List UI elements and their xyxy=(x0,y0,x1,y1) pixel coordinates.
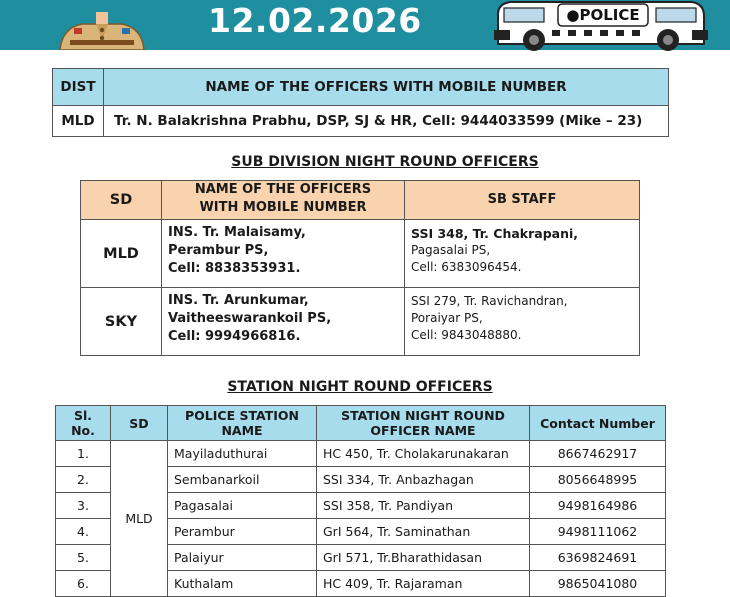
column-header-officer-line2: WITH MOBILE NUMBER xyxy=(199,200,367,215)
row-number: 5. xyxy=(56,545,111,571)
column-header-officer-line1: NAME OF THE OFFICERS xyxy=(194,182,372,197)
district-officer-table xyxy=(52,68,669,137)
subdivision-section-title: SUB DIVISION NIGHT ROUND OFFICERS xyxy=(231,154,539,170)
table-row xyxy=(81,288,640,356)
district-officer-name: Tr. N. Balakrishna Prabhu, DSP, SJ & HR, Cell: 9444033599 (Mike – 23) xyxy=(104,106,669,137)
column-header-station-line2: NAME xyxy=(221,423,263,438)
column-header-sb-staff: SB STAFF xyxy=(405,181,640,220)
officer-station: Perambur PS, xyxy=(168,243,269,258)
sb-staff-station: Poraiyar PS, xyxy=(411,311,483,325)
column-header-officer xyxy=(317,406,530,441)
police-officer-illustration xyxy=(52,0,152,50)
table-header-row xyxy=(81,181,640,220)
row-number: 6. xyxy=(56,571,111,597)
officer-name: INS. Tr. Malaisamy, xyxy=(168,225,306,240)
officer-name: INS. Tr. Arunkumar, xyxy=(168,293,309,308)
table-row xyxy=(56,441,666,467)
station-name: Sembanarkoil xyxy=(168,467,317,493)
column-header-officer: NAME OF THE OFFICERS WITH MOBILE NUMBER xyxy=(104,69,669,106)
column-header-sl-no xyxy=(56,406,111,441)
officer-station: Vaitheeswarankoil PS, xyxy=(168,311,332,326)
column-header-officer xyxy=(162,181,405,220)
sd-group-cell: MLD xyxy=(111,441,168,597)
officer-name: HC 450, Tr. Cholakarunakaran xyxy=(317,441,530,467)
column-header-sl-line2: No. xyxy=(71,423,95,438)
row-number: 4. xyxy=(56,519,111,545)
report-date: 12.02.2026 xyxy=(208,1,422,40)
column-header-station xyxy=(168,406,317,441)
sb-staff-cell: Cell: 6383096454. xyxy=(411,260,522,274)
officer-name: GrI 564, Tr. Saminathan xyxy=(317,519,530,545)
column-header-sd: SD xyxy=(111,406,168,441)
officer-name: GrI 571, Tr.Bharathidasan xyxy=(317,545,530,571)
contact-number: 8667462917 xyxy=(530,441,666,467)
station-name: Pagasalai xyxy=(168,493,317,519)
row-number: 2. xyxy=(56,467,111,493)
column-header-sl-line1: Sl. xyxy=(73,408,93,423)
officer-cell: Cell: 8838353931. xyxy=(168,261,301,276)
subdivision-code: MLD xyxy=(81,220,162,288)
contact-number: 6369824691 xyxy=(530,545,666,571)
subdivision-code: SKY xyxy=(81,288,162,356)
contact-number: 8056648995 xyxy=(530,467,666,493)
column-header-contact: Contact Number xyxy=(530,406,666,441)
table-row xyxy=(81,220,640,288)
column-header-sd: SD xyxy=(81,181,162,220)
station-name: Mayiladuthurai xyxy=(168,441,317,467)
column-header-officer-line2: OFFICER NAME xyxy=(370,423,476,438)
table-row xyxy=(53,106,669,137)
contact-number: 9865041080 xyxy=(530,571,666,597)
sb-staff-name: SSI 279, Tr. Ravichandran, xyxy=(411,294,568,308)
officer-name: SSI 358, Tr. Pandiyan xyxy=(317,493,530,519)
station-name: Palaiyur xyxy=(168,545,317,571)
contact-number: 9498111062 xyxy=(530,519,666,545)
district-code: MLD xyxy=(53,106,104,137)
subdivision-officer xyxy=(162,220,405,288)
jeep-police-label: ●POLICE xyxy=(566,6,640,24)
subdivision-officer xyxy=(162,288,405,356)
column-header-officer-line1: STATION NIGHT ROUND xyxy=(341,408,505,423)
stations-section-title: STATION NIGHT ROUND OFFICERS xyxy=(227,379,493,395)
sb-staff-cell: Cell: 9843048880. xyxy=(411,328,522,342)
officer-name: SSI 334, Tr. Anbazhagan xyxy=(317,467,530,493)
subdivision-table xyxy=(80,180,640,356)
row-number: 3. xyxy=(56,493,111,519)
table-header-row xyxy=(56,406,666,441)
officer-name: HC 409, Tr. Rajaraman xyxy=(317,571,530,597)
sb-staff xyxy=(405,288,640,356)
row-number: 1. xyxy=(56,441,111,467)
column-header-station-line1: POLICE STATION xyxy=(185,408,299,423)
sb-staff-name: SSI 348, Tr. Chakrapani, xyxy=(411,226,579,241)
contact-number: 9498164986 xyxy=(530,493,666,519)
station-name: Perambur xyxy=(168,519,317,545)
sb-staff-station: Pagasalai PS, xyxy=(411,243,491,257)
officer-cell: Cell: 9994966816. xyxy=(168,329,301,344)
sb-staff xyxy=(405,220,640,288)
header-banner xyxy=(0,0,730,50)
station-name: Kuthalam xyxy=(168,571,317,597)
stations-table xyxy=(55,405,666,597)
table-header-row xyxy=(53,69,669,106)
column-header-dist: DIST xyxy=(53,69,104,106)
police-jeep-illustration xyxy=(492,0,710,52)
